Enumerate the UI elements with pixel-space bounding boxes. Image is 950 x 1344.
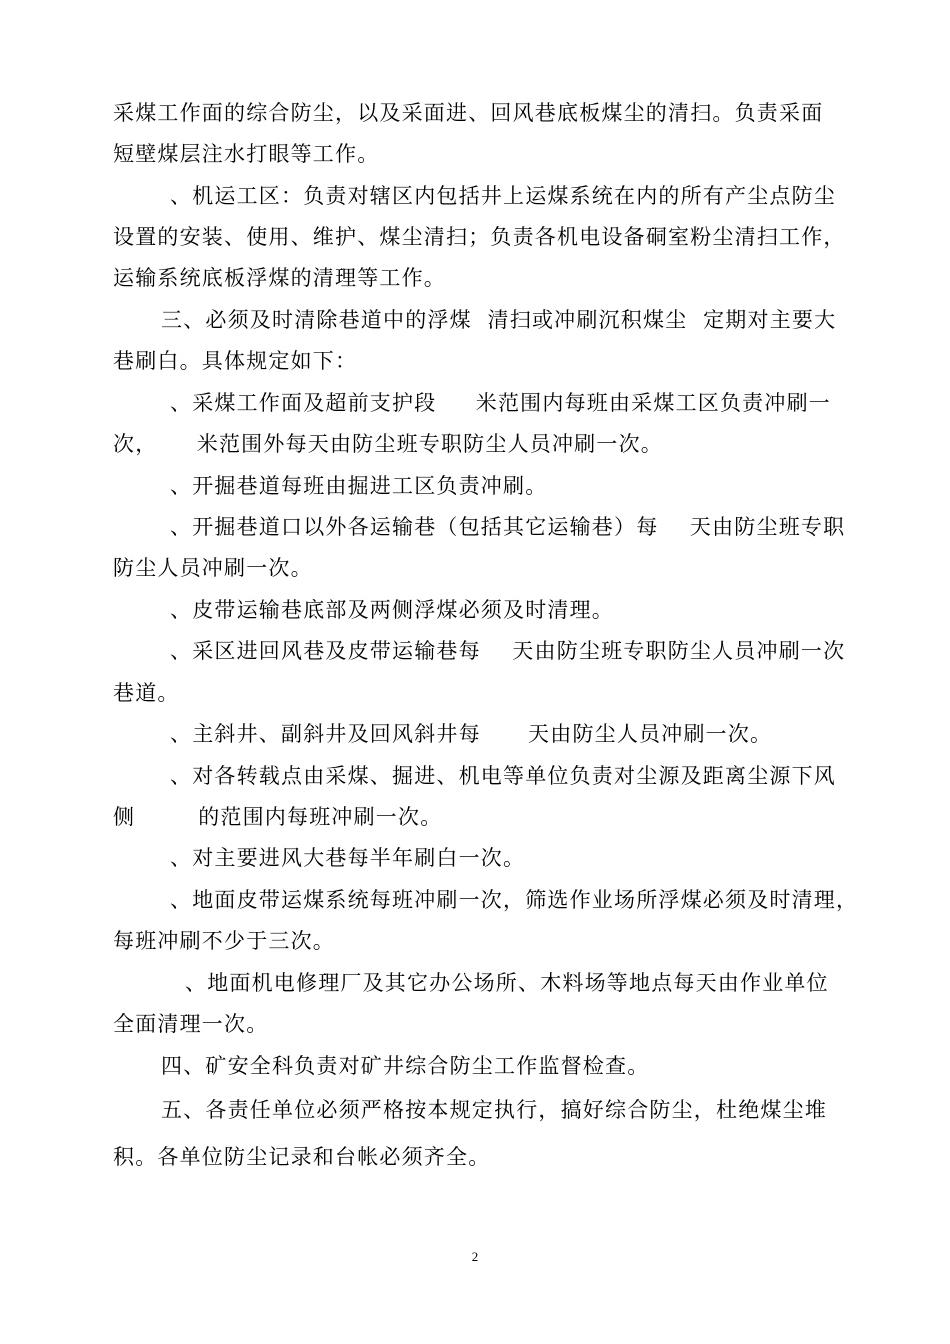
text-line: 巷刷白。具体规定如下： <box>113 349 358 373</box>
text-line: 三、必须及时清除巷道中的浮煤 清扫或冲刷沉积煤尘 定期对主要大 <box>161 308 837 332</box>
text-line: 、主斜井、副斜井及回风斜井每 天由防尘人员冲刷一次。 <box>170 722 773 746</box>
text-line: 短壁煤层注水打眼等工作。 <box>113 142 380 166</box>
text-line: 、地面皮带运煤系统每班冲刷一次，筛选作业场所浮煤必须及时清理， <box>170 888 859 912</box>
text-line: 次， 米范围外每天由防尘班专职防尘人员冲刷一次。 <box>113 432 663 456</box>
text-line: 每班冲刷不少于三次。 <box>113 929 335 953</box>
text-line: 防尘人员冲刷一次。 <box>113 556 313 580</box>
text-line: 、对各转载点由采煤、掘进、机电等单位负责对尘源及距离尘源下风 <box>170 764 836 788</box>
text-line: 积。各单位防尘记录和台帐必须齐全。 <box>113 1145 491 1169</box>
text-line: 运输系统底板浮煤的清理等工作。 <box>113 266 446 290</box>
text-line: 、采煤工作面及超前支护段 米范围内每班由采煤工区负责冲刷一 <box>170 391 831 415</box>
text-line: 、开掘巷道每班由掘进工区负责冲刷。 <box>170 474 548 498</box>
text-line: 、采区进回风巷及皮带运输巷每 天由防尘班专职防尘人员冲刷一次 <box>170 639 846 663</box>
text-line: 、机运工区：负责对辖区内包括井上运煤系统在内的所有产尘点防尘 <box>170 184 836 208</box>
text-line: 巷道。 <box>113 681 180 705</box>
text-line: 采煤工作面的综合防尘，以及采面进、回风巷底板煤尘的清扫。负责采面 <box>113 101 824 125</box>
text-line: 、开掘巷道口以外各运输巷（包括其它运输巷）每 天由防尘班专职 <box>170 515 846 539</box>
text-line: 、皮带运输巷底部及两侧浮煤必须及时清理。 <box>170 598 614 622</box>
text-line: 、地面机电修理厂及其它办公场所、木料场等地点每天由作业单位 <box>185 971 829 995</box>
text-line: 设置的安装、使用、维护、煤尘清扫；负责各机电设备硐室粉尘清扫工作， <box>113 225 846 249</box>
text-line: 、对主要进风大巷每半年刷白一次。 <box>170 846 526 870</box>
page-number: 2 <box>471 1249 479 1264</box>
text-line: 全面清理一次。 <box>113 1012 269 1036</box>
text-line: 侧 的范围内每班冲刷一次。 <box>113 805 443 829</box>
text-line: 四、矿安全科负责对矿井综合防尘工作监督检查。 <box>161 1054 650 1078</box>
text-line: 五、各责任单位必须严格按本规定执行，搞好综合防尘，杜绝煤尘堆 <box>161 1098 827 1122</box>
